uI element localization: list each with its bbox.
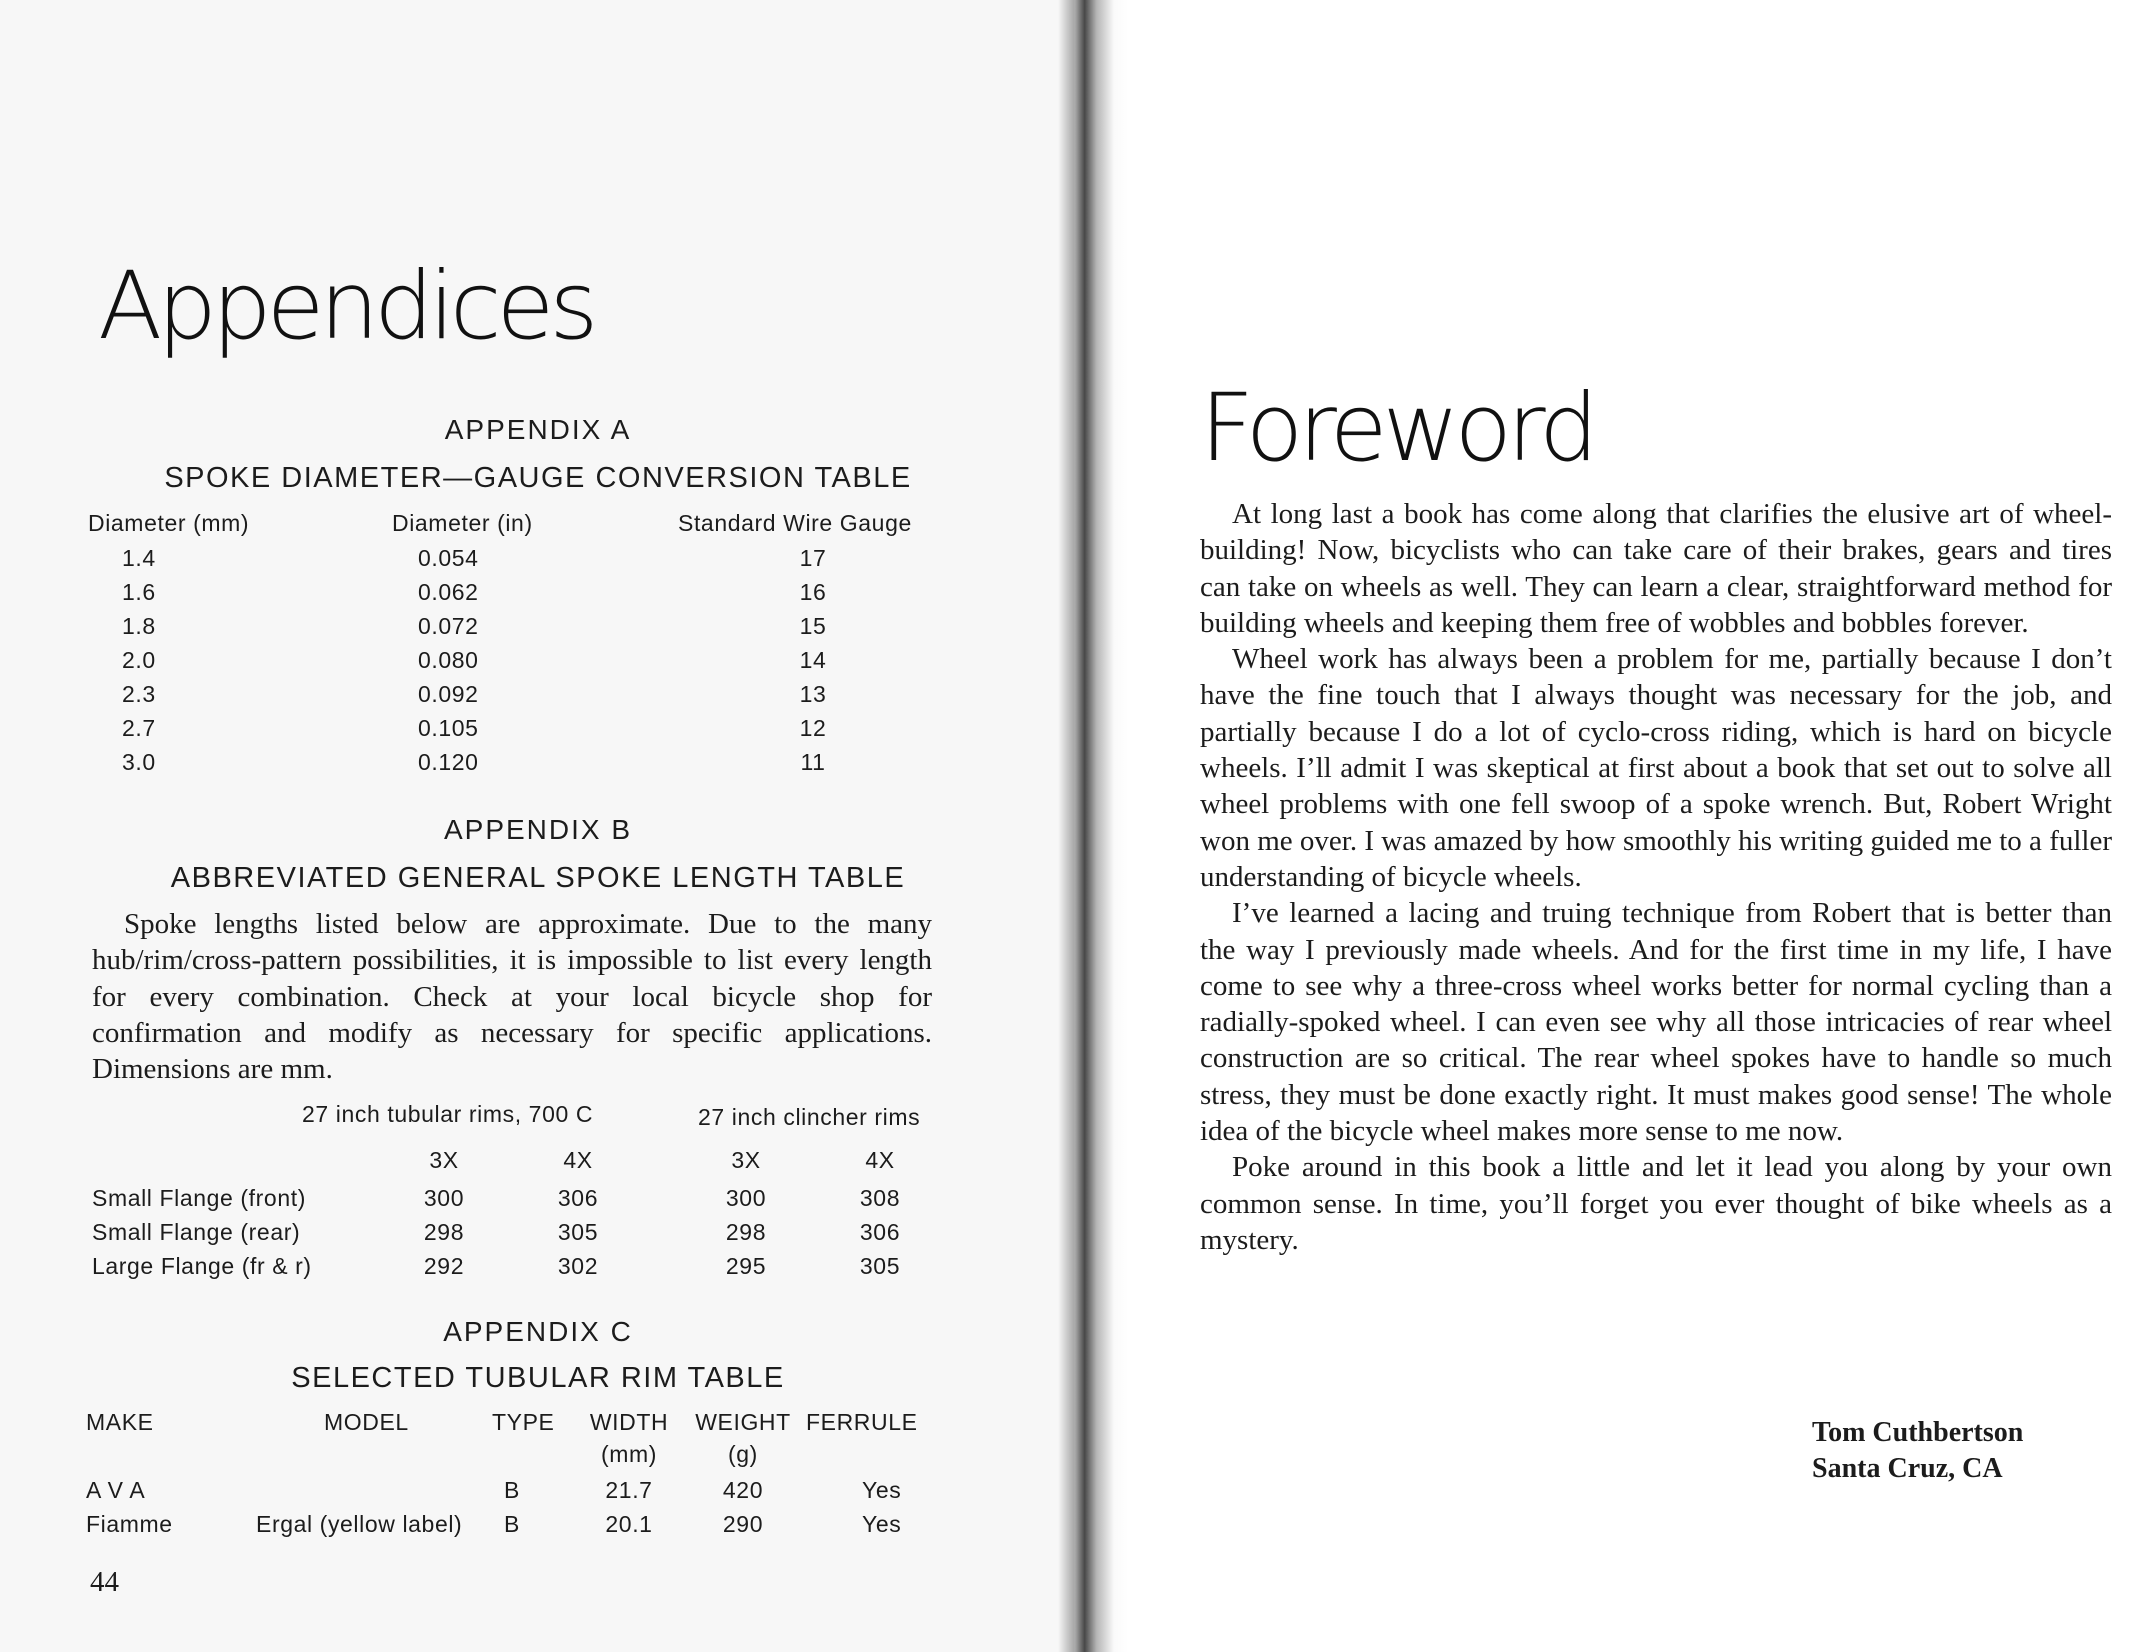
appendix-c-label: APPENDIX C [443,1316,633,1347]
appendix-a-title: SPOKE DIAMETER—GAUGE CONVERSION TABLE [164,462,912,494]
signature-place: Santa Cruz, CA [1812,1453,2003,1484]
rim-make: Fiamme [86,1511,173,1537]
appendix-b-title: ABBREVIATED GENERAL SPOKE LENGTH TABLE [170,862,906,894]
table-cell: 13 [799,681,827,707]
table-cell: 306 [859,1219,901,1245]
page-number: 44 [90,1566,119,1598]
table-cell: 0.105 [418,715,479,741]
rim-type: B [504,1511,520,1537]
table-cell: 300 [725,1185,767,1211]
appendix-b-intro [92,906,932,1087]
table-cell: 300 [423,1185,465,1211]
table-cell: 306 [557,1185,599,1211]
table-cell: 295 [725,1253,767,1279]
table-cell: 2.7 [122,715,156,741]
book-gutter-shadow [1058,0,1128,1652]
table-cell: 12 [799,715,827,741]
sub-header: 4X [865,1147,895,1173]
appendix-a-col-gauge: Standard Wire Gauge [678,510,912,536]
appendix-a-label: APPENDIX A [444,414,632,445]
table-cell: 302 [557,1253,599,1279]
col-make: MAKE [86,1409,154,1435]
table-cell: 11 [800,749,826,775]
rim-ferrule: Yes [862,1511,902,1537]
col-type: TYPE [492,1409,555,1435]
table-cell: 2.3 [122,681,156,707]
table-cell: 0.072 [418,613,479,639]
col-width: WIDTH [589,1409,669,1435]
table-cell: 308 [859,1185,901,1211]
sub-header: 3X [429,1147,459,1173]
appendix-b-label: APPENDIX B [443,814,633,845]
appendix-b-intro-text: Spoke lengths listed below are approximate. Due to the many hub/rim/cross-pattern possibilities, it is impossible to list every length for every combination. Check at your local bicycle shop for confirmation and modify as necessary for specific applications. Dimensions are mm. [92,908,932,1086]
sub-header: 3X [731,1147,761,1173]
rim-make: A V A [86,1477,146,1503]
table-cell: 0.092 [418,681,479,707]
table-cell: 16 [799,579,827,605]
row-label: Small Flange (front) [92,1185,306,1211]
row-label: Large Flange (fr & r) [92,1253,312,1279]
table-cell: 298 [423,1219,465,1245]
foreword-paragraph: Poke around in this book a little and let it lead you along by your own common sense. In time, you’ll forget you ever thought of bike wheels as a mystery. [1200,1151,2112,1256]
rim-type: B [504,1477,520,1503]
table-cell: 14 [799,647,827,673]
table-cell: 305 [557,1219,599,1245]
appendix-a-col-diameter-mm: Diameter (mm) [88,510,250,536]
group-header-tubular: 27 inch tubular rims, 700 C [302,1101,594,1127]
signature-name: Tom Cuthbertson [1812,1417,2024,1448]
rim-model: Ergal (yellow label) [256,1511,463,1537]
row-label: Small Flange (rear) [92,1219,301,1245]
col-width-unit: (mm) [600,1441,658,1467]
table-cell: 298 [725,1219,767,1245]
table-cell: 1.6 [122,579,156,605]
appendices-title: Appendices [98,252,594,361]
table-cell: 3.0 [122,749,156,775]
foreword-title: Foreword [1200,374,1594,483]
table-cell: 17 [799,545,827,571]
col-weight: WEIGHT [695,1409,791,1435]
table-cell: 0.062 [418,579,479,605]
table-cell: 0.080 [418,647,479,673]
group-header-clincher: 27 inch clincher rims [698,1104,921,1130]
appendix-a-col-diameter-in: Diameter (in) [392,510,533,536]
foreword-paragraph: I’ve learned a lacing and truing technique from Robert that is better than the way I previously made wheels. And for the first time in my life, I have come to see why a three-cross wheel works better for normal cycling than a radially-spoked wheel. I can even see why all those intricacies of rear wheel construction are so critical. The rear wheel spokes have to handle so much stress, they must be done exactly right. It must makes good sense! The whole idea of the bicycle wheel makes more sense to me now. [1200,897,2112,1148]
foreword-body [1200,496,2112,1258]
table-cell: 292 [423,1253,465,1279]
table-cell: 1.4 [122,545,156,571]
col-model: MODEL [324,1409,409,1435]
foreword-paragraph: At long last a book has come along that clarifies the elusive art of wheel-building! Now, bicyclists who can take care of their brakes, gears and tires can take on wheels as well. They can learn a clear, straightforward method for building wheels and keeping them free of wobbles and bobbles forever. [1200,498,2112,639]
rim-weight: 290 [722,1511,764,1537]
rim-width: 20.1 [605,1511,653,1537]
rim-width: 21.7 [605,1477,653,1503]
foreword-paragraph: Wheel work has always been a problem for me, partially because I don’t have the fine touch that I always thought was necessary for the job, and partially because I do a lot of cyclo-cross riding, which is hard on bicycle wheels. I’ll admit I was skeptical at first about a book that set out to solve all wheel problems with one fell swoop of a spoke wrench. But, Robert Wright won me over. I was amazed by how smoothly his writing guided me to a fuller understanding of bicycle wheels. [1200,643,2112,893]
table-cell: 0.120 [418,749,479,775]
rim-weight: 420 [722,1477,764,1503]
table-cell: 15 [799,613,827,639]
table-cell: 305 [859,1253,901,1279]
table-cell: 1.8 [122,613,156,639]
appendix-c-title: SELECTED TUBULAR RIM TABLE [291,1362,785,1394]
col-weight-unit: (g) [728,1441,758,1467]
table-cell: 2.0 [122,647,156,673]
right-page [1074,0,2136,1652]
col-ferrule: FERRULE [806,1409,918,1435]
rim-ferrule: Yes [862,1477,902,1503]
sub-header: 4X [563,1147,593,1173]
table-cell: 0.054 [418,545,479,571]
